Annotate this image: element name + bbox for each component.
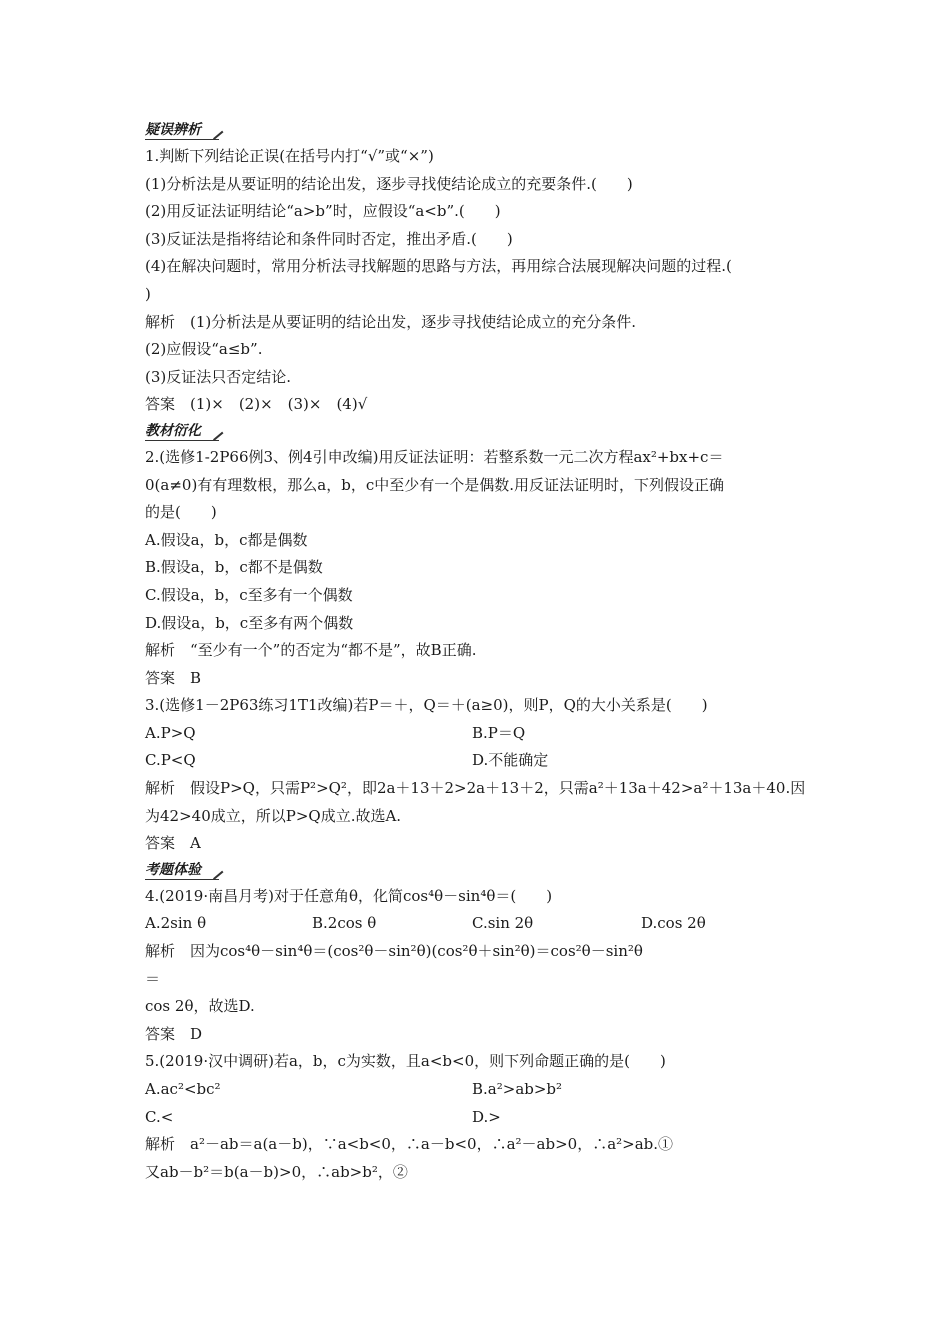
q5-explanation-1: 解析 a²－ab＝a(a－b)，∵a<b<0，∴a－b<0，∴a²－ab>0，∴a²>ab.①	[145, 1135, 674, 1154]
section-heading-textbook	[145, 419, 810, 444]
q3-option-d: D.不能确定	[472, 751, 549, 770]
section-heading-error-analysis	[145, 118, 810, 143]
q5-stem: 5.(2019·汉中调研)若a，b，c为实数，且a<b<0，则下列命题正确的是( )	[145, 1052, 666, 1071]
q2-stem-2: 0(a≠0)有有理数根，那么a，b，c中至少有一个是偶数.用反证法证明时，下列假设正确	[145, 475, 725, 494]
q4-option-c: C.sin 2θ	[472, 914, 534, 933]
q1-item-4-cont: )	[145, 284, 151, 303]
q3-explanation-1: 解析 假设P>Q，只需P²>Q²，即2a＋13＋2>2a＋13＋2，只需a²＋13a＋42>a²＋13a＋40.因	[145, 779, 806, 798]
q4-option-d: D.cos 2θ	[641, 914, 706, 933]
q2-option-b: B.假设a，b，c都不是偶数	[145, 558, 323, 577]
q4-explanation-3: cos 2θ，故选D.	[145, 997, 255, 1016]
q3-option-a: A.P>Q	[145, 723, 196, 742]
section-heading-exam	[145, 858, 810, 883]
q4-answer: 答案 D	[145, 1024, 203, 1043]
q3-option-c: C.P<Q	[145, 751, 196, 770]
q1-explanation-3: (3)反证法只否定结论.	[145, 367, 292, 386]
q1-answer: 答案 (1)× (2)× (3)× (4)√	[145, 395, 368, 414]
q4-explanation-2: ＝	[145, 969, 161, 988]
q5-option-c: C.<	[145, 1107, 174, 1126]
q3-explanation-2: 为42>40成立，所以P>Q成立.故选A.	[145, 806, 402, 825]
q3-stem: 3.(选修1－2P63练习1T1改编)若P＝＋，Q＝＋(a≥0)，则P，Q的大小关系是( )	[145, 696, 708, 715]
q2-stem-3: 的是( )	[145, 503, 217, 522]
q5-option-b: B.a²>ab>b²	[472, 1080, 563, 1098]
q5-explanation-2: 又ab－b²＝b(a－b)>0，∴ab>b²，②	[145, 1162, 408, 1181]
q3-option-b: B.P＝Q	[472, 723, 526, 742]
q5-option-a: A.ac²<bc²	[145, 1080, 221, 1098]
q3-options-row-2	[145, 747, 810, 775]
q2-explanation: 解析 “至少有一个”的否定为“都不是”，故B正确.	[145, 641, 477, 660]
q1-item-4: (4)在解决问题时，常用分析法寻找解题的思路与方法，再用综合法展现解决问题的过程.(	[145, 257, 732, 276]
section-title: 考题体验	[145, 861, 201, 878]
q2-option-a: A.假设a，b，c都是偶数	[145, 530, 308, 549]
section-title: 教材衍化	[145, 422, 201, 439]
q2-answer: 答案 B	[145, 668, 202, 687]
q3-answer: 答案 A	[145, 834, 201, 853]
q5-options-row-2	[145, 1104, 810, 1132]
q1-item-2: (2)用反证法证明结论“a>b”时，应假设“a<b”.( )	[145, 202, 501, 221]
q1-stem: 1.判断下列结论正误(在括号内打“√”或“×”)	[145, 147, 434, 165]
q4-stem: 4.(2019·南昌月考)对于任意角θ，化简cos⁴θ－sin⁴θ＝( )	[145, 886, 553, 905]
q2-option-d: D.假设a，b，c至多有两个偶数	[145, 613, 354, 632]
q5-options-row-1	[145, 1076, 810, 1104]
section-title: 疑误辨析	[145, 122, 201, 138]
q4-option-b: B.2cos θ	[312, 914, 377, 933]
q1-explanation-2: (2)应假设“a≤b”.	[145, 340, 263, 359]
q4-options-row	[145, 910, 810, 938]
document-page	[145, 118, 810, 1186]
q1-item-1: (1)分析法是从要证明的结论出发，逐步寻找使结论成立的充要条件.( )	[145, 174, 633, 193]
q1-explanation-1: 解析 (1)分析法是从要证明的结论出发，逐步寻找使结论成立的充分条件.	[145, 312, 637, 331]
q2-stem-1: 2.(选修1-2P66例3、例4引申改编)用反证法证明：若整系数一元二次方程ax²+bx+c＝	[145, 447, 724, 466]
q4-explanation-1: 解析 因为cos⁴θ－sin⁴θ＝(cos²θ－sin²θ)(cos²θ＋sin²θ)＝cos²θ－sin²θ	[145, 942, 643, 961]
q2-option-c: C.假设a，b，c至多有一个偶数	[145, 585, 353, 604]
q1-item-3: (3)反证法是指将结论和条件同时否定，推出矛盾.( )	[145, 229, 513, 248]
q4-option-a: A.2sin θ	[145, 914, 207, 933]
q5-option-d: D.>	[472, 1107, 501, 1126]
q3-options-row-1	[145, 720, 810, 748]
